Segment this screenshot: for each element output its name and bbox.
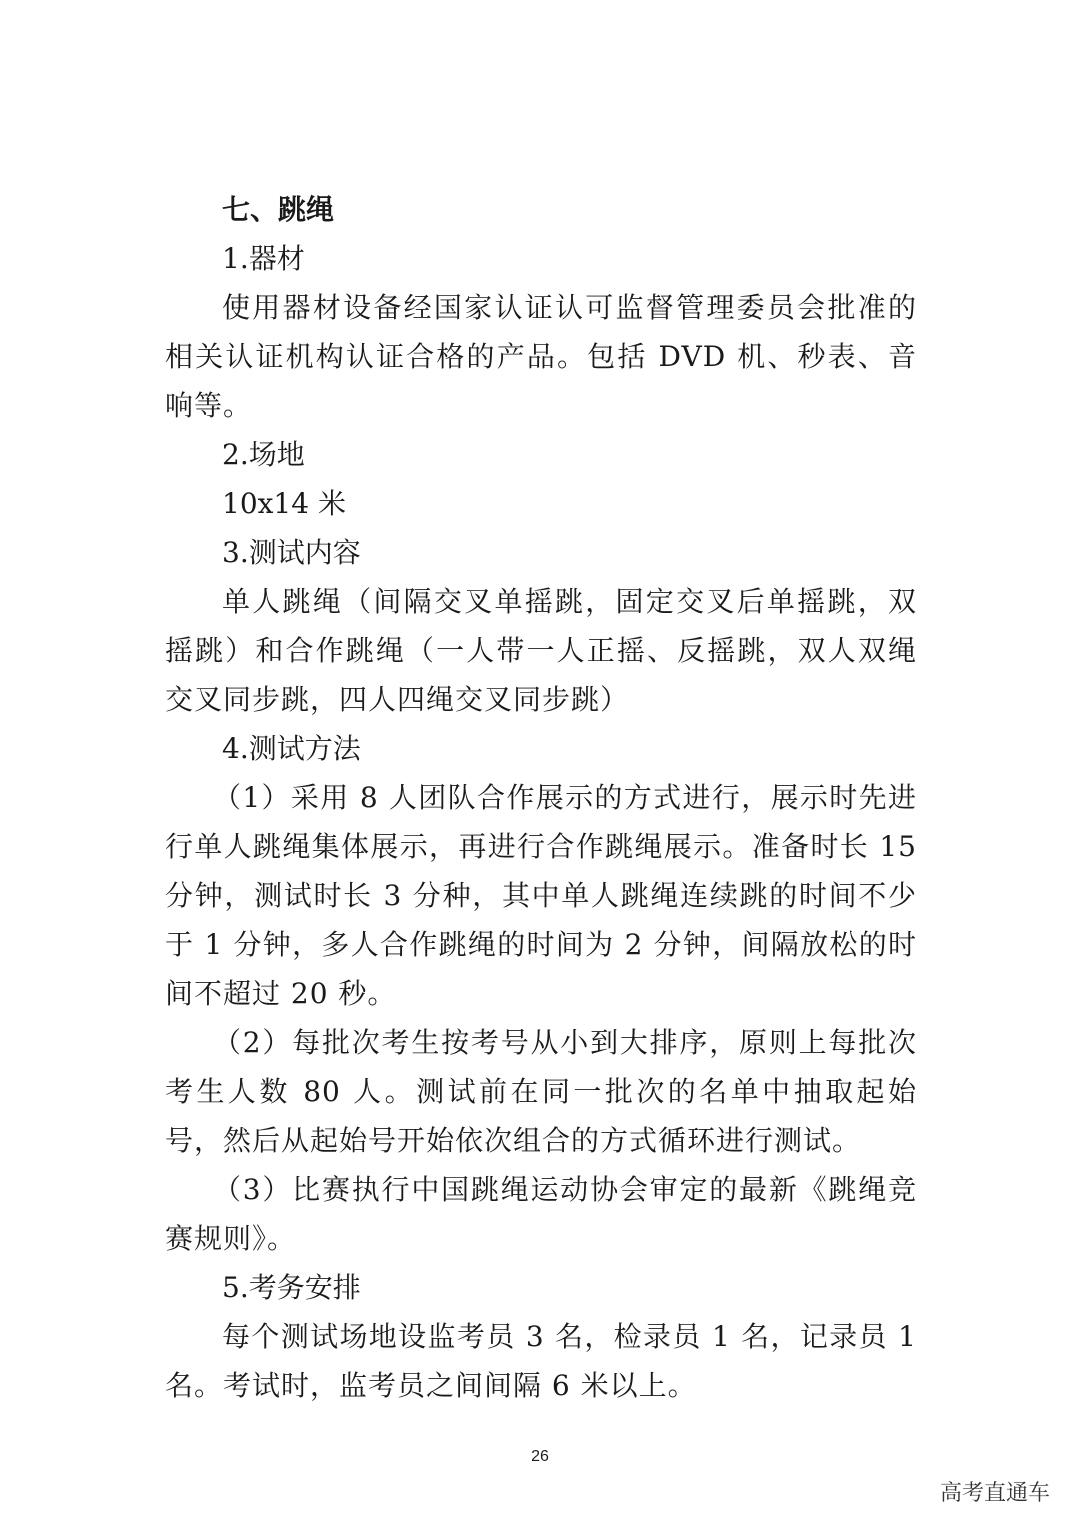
content-heading: 3.测试内容 [222,536,361,569]
page-number: 26 [531,1448,549,1465]
venue-text: 10x14 米 [222,487,346,520]
arrangement-heading: 5.考务安排 [222,1271,361,1304]
watermark-label: 高考直通车 [939,1481,1050,1506]
method-item-3: （3）比赛执行中国跳绳运动协会审定的最新《跳绳竞赛规则》。 [165,1173,917,1255]
method-item-1: （1）采用 8 人团队合作展示的方式进行，展示时先进行单人跳绳集体展示，再进行合作跳绳展示。准备时长 15 分钟，测试时长 3 分种，其中单人跳绳连续跳的时间不少于 1 分钟，多人合作跳绳的时间为 2 分钟，间隔放松的时间不超过 20 秒。 [165,781,917,1010]
equipment-heading: 1.器材 [222,242,305,275]
section-title: 七、跳绳 [222,193,335,226]
method-heading: 4.测试方法 [222,732,361,765]
equipment-text: 使用器材设备经国家认证认可监督管理委员会批准的相关认证机构认证合格的产品。包括 DVD 机、秒表、音响等。 [165,291,917,422]
venue-heading: 2.场地 [222,438,305,471]
method-item-2: （2）每批次考生按考号从小到大排序，原则上每批次考生人数 80 人。测试前在同一批次的名单中抽取起始号，然后从起始号开始依次组合的方式循环进行测试。 [165,1026,917,1157]
document-body [165,185,917,1410]
arrangement-text: 每个测试场地设监考员 3 名，检录员 1 名，记录员 1 名。考试时，监考员之间间隔 6 米以上。 [165,1320,917,1402]
content-text: 单人跳绳（间隔交叉单摇跳，固定交叉后单摇跳，双摇跳）和合作跳绳（一人带一人正摇、反摇跳，双人双绳交叉同步跳，四人四绳交叉同步跳） [165,585,917,716]
